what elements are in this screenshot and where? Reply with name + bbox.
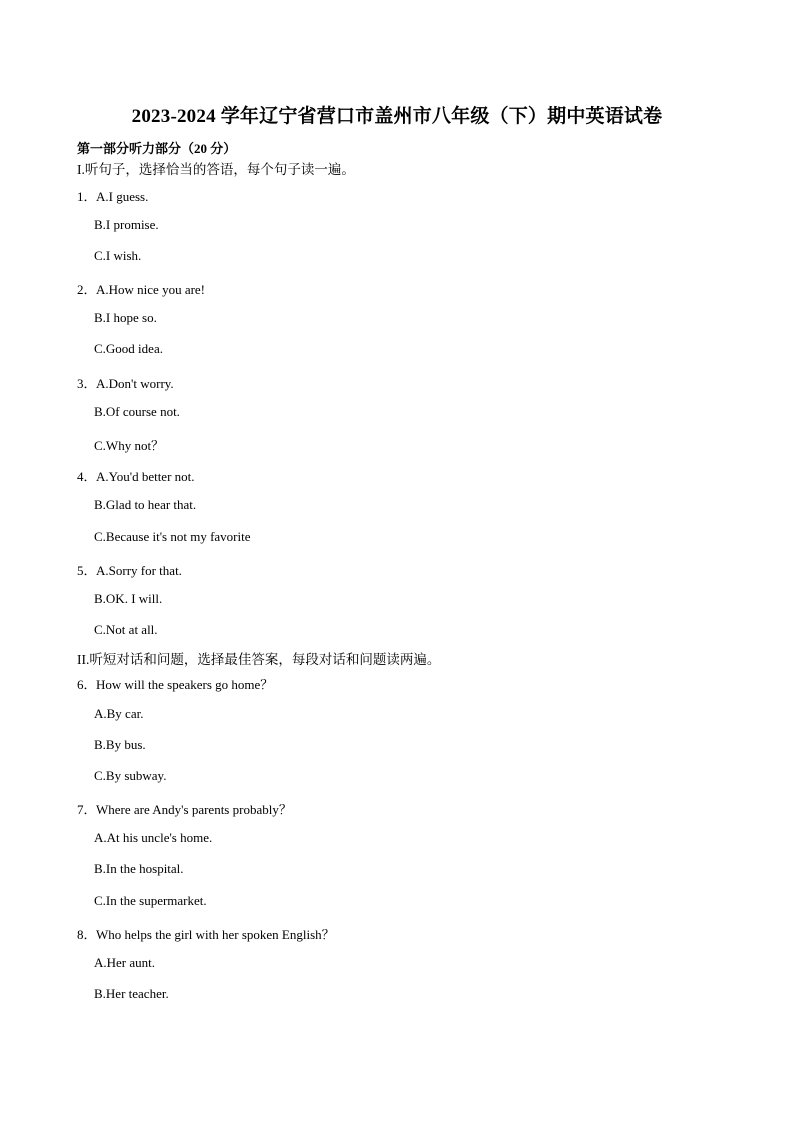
question-8 bbox=[77, 924, 335, 943]
question-option: A.Don't worry. bbox=[96, 376, 174, 391]
question-option: B.Her teacher. bbox=[94, 986, 169, 1001]
question-1 bbox=[77, 186, 148, 205]
question-option: C.I wish. bbox=[94, 248, 142, 263]
question-4 bbox=[77, 466, 195, 485]
question-stem: How will the speakers go home？ bbox=[96, 677, 274, 692]
question-number: 2． bbox=[77, 282, 97, 297]
question-5 bbox=[77, 560, 182, 579]
question-number: 1． bbox=[77, 189, 97, 204]
question-number: 8． bbox=[77, 927, 97, 942]
question-number: 7． bbox=[77, 802, 97, 817]
question-option: C.By subway. bbox=[94, 768, 167, 783]
part1-heading: 第一部分听力部分（20 分） bbox=[77, 141, 237, 156]
question-option: C.Because it's not my favorite bbox=[94, 529, 251, 544]
question-option: B.Glad to hear that. bbox=[94, 497, 197, 512]
question-stem: Where are Andy's parents probably？ bbox=[96, 802, 292, 817]
question-stem: Who helps the girl with her spoken English？ bbox=[96, 927, 335, 942]
question-option: A.Sorry for that. bbox=[96, 563, 182, 578]
question-option: B.OK. I will. bbox=[94, 591, 163, 606]
question-number: 5． bbox=[77, 563, 97, 578]
question-number: 4． bbox=[77, 469, 97, 484]
question-2 bbox=[77, 279, 205, 298]
section2-instruction: II.听短对话和问题，选择最佳答案，每段对话和问题读两遍。 bbox=[77, 652, 441, 667]
question-option: B.By bus. bbox=[94, 737, 146, 752]
question-option: C.Good idea. bbox=[94, 341, 163, 356]
question-option: C.In the supermarket. bbox=[94, 893, 207, 908]
question-option: A.You'd better not. bbox=[96, 469, 195, 484]
question-7 bbox=[77, 799, 292, 818]
question-option: A.By car. bbox=[94, 706, 144, 721]
question-number: 3． bbox=[77, 376, 97, 391]
exam-title: 2023-2024 学年辽宁省营口市盖州市八年级（下）期中英语试卷 bbox=[131, 106, 663, 127]
question-option: A.How nice you are! bbox=[96, 282, 206, 297]
question-option: C.Why not？ bbox=[94, 438, 165, 453]
question-option: A.Her aunt. bbox=[94, 955, 156, 970]
question-number: 6． bbox=[77, 677, 97, 692]
question-3 bbox=[77, 373, 174, 392]
question-option: C.Not at all. bbox=[94, 622, 158, 637]
question-6 bbox=[77, 674, 273, 693]
question-option: A.I guess. bbox=[96, 189, 149, 204]
section1-instruction: I.听句子，选择恰当的答语，每个句子读一遍。 bbox=[77, 162, 355, 177]
question-option: B.Of course not. bbox=[94, 404, 180, 419]
question-option: B.In the hospital. bbox=[94, 861, 184, 876]
question-option: A.At his uncle's home. bbox=[94, 830, 213, 845]
question-option: B.I hope so. bbox=[94, 310, 157, 325]
question-option: B.I promise. bbox=[94, 217, 159, 232]
